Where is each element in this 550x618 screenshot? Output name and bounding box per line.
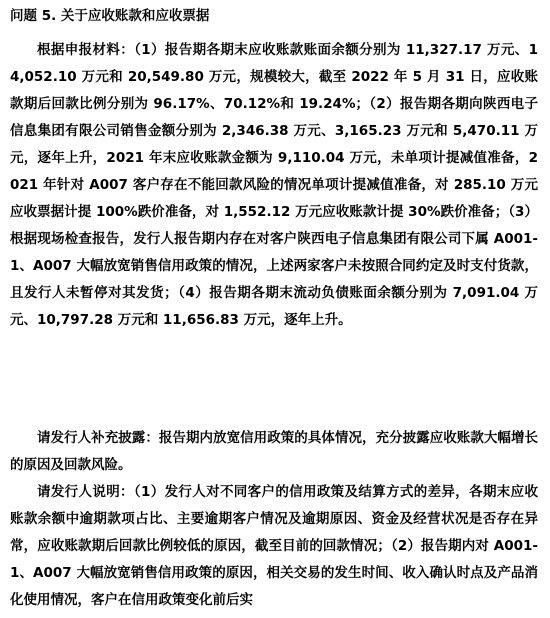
paragraph-supplementary-disclosure: 请发行人补充披露：报告期内放宽信用政策的具体情况，充分披露应收账款大幅增长的原因及回款风险。 [10,430,538,473]
section-heading: 问题 5. 关于应收账款和应收票据 [10,8,210,24]
paragraph-issuer-explanation: 请发行人说明：（1）发行人对不同客户的信用政策及结算方式的差异，各期末应收账款余额中逾期款项占比、主要逾期客户情况及逾期原因、资金及经营状况是否存在异常，应收账款期后回款比例较低的原因，截至目前的回款情况；（2）报告期内对 A001-1、A007 大幅放宽销售信用政策的原因，相关交易的发生时间、收入确认时点及产品消化使用情况，客户在信用政策变化前后实 [10,484,538,608]
paragraph-application-materials: 根据申报材料：（1）报告期各期末应收账款账面余额分别为 11,327.17 万元、14,052.10 万元和 20,549.80 万元，规模较大，截至 2022 年 5 月 31 日，应收账款期后回款比例分别为 96.17%、70.12%和 19.24%；（2）报告期各期向陕西电子信息集团有限公司销售金额分别为 2,346.38 万元、3,165.23 万元和 5,470.11 万元，逐年上升，2021 年末应收账款金额为 9,110.04 万元，未单项计提减值准备，2021 年针对 A007 客户存在不能回款风险的情况单项计提减值准备，对 285.10 万元应收票据计提 100%跌价准备，对 1,552.12 万元应收账款计提 30%跌价准备；（3）根据现场检查报告，发行人报告期内存在对客户陕西电子信息集团有限公司下属 A001-1、A007 大幅放宽销售信用政策的情况，上述两家客户未按照合同约定及时支付货款，且发行人未暂停对其发货；（4）报告期各期末流动负债账面余额分别为 7,091.04 万元、10,797.28 万元和 11,656.83 万元，逐年上升。 [10,42,538,328]
